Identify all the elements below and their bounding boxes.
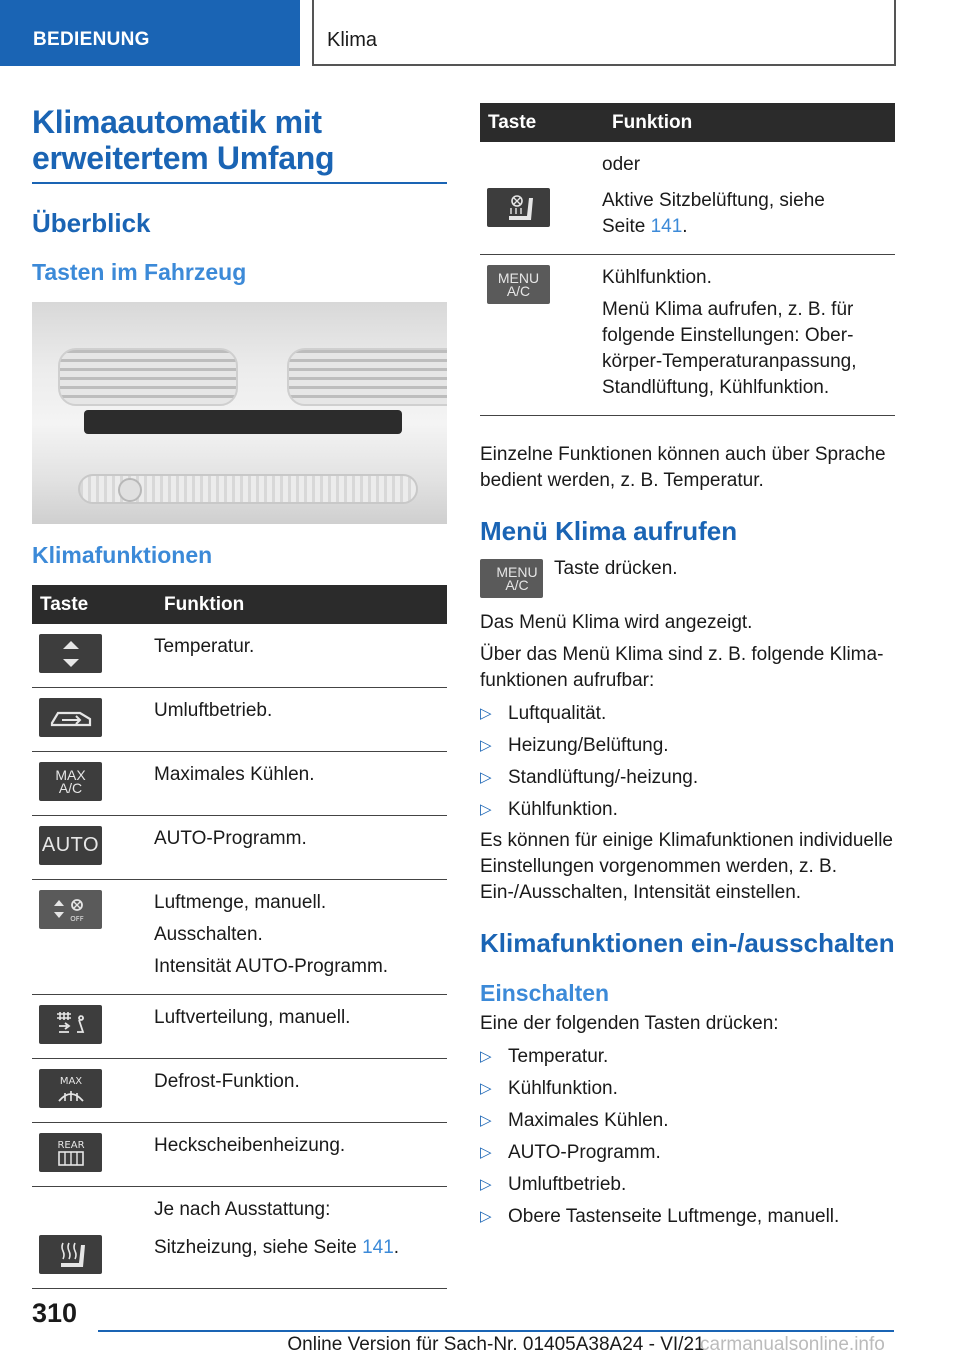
function-text: AUTO-Programm. [154,828,307,849]
page-title: Klimaautomatik mit erweitertem Umfang [32,104,447,184]
function-text: Defrost-Funktion. [154,1071,300,1092]
seat-ventilation-icon [487,188,550,227]
menu-ac-icon: MENU A/C [487,265,550,304]
climate-keys-table [32,585,447,1289]
paragraph-voice-control: Einzelne Funktionen können auch über Sprache bedient werden, z. B. Temperatur. [480,444,886,491]
table-row [32,688,447,752]
max-ac-icon: MAX A/C [39,762,102,801]
column-header-key: Taste [32,585,154,624]
function-text: Ausschalten. [154,924,263,945]
list-item: ▷ Heizung/Belüftung. [480,730,896,762]
defrost-icon [39,1069,102,1108]
right-column [480,103,896,1233]
list-item: ▷ Kühlfunktion. [480,1073,896,1105]
column-header-function: Funktion [154,585,447,624]
climate-panel-photo [32,302,447,524]
page-reference-link[interactable]: 141 [650,216,683,237]
svg-text:OFF: OFF [69,914,84,923]
function-text: Sitzheizung, siehe Seite 141. [154,1237,400,1258]
volume-knob [118,478,142,502]
footer-divider [98,1330,894,1332]
column-header-key: Taste [480,103,602,142]
paragraph-menu-functions: Über das Menü Klima sind z. B. folgende Klimafunktionen aufrufbar: [480,644,884,691]
menu-functions-list [480,698,896,826]
table-row [32,880,447,995]
heading-climate-on-off: Klimafunktionen ein-/ausschalten [480,928,895,958]
function-text: Umluftbetrieb. [154,700,273,721]
list-item: ▷ Luftqualität. [480,698,896,730]
function-text: Heckscheibenheizung. [154,1135,346,1156]
list-item: ▷ Kühlfunktion. [480,794,896,826]
svg-text:MAX: MAX [59,1075,82,1087]
heading-buttons-in-vehicle: Tasten im Fahrzeug [32,259,247,285]
svg-text:REAR: REAR [56,1139,85,1151]
left-column [32,100,448,1289]
paragraph-switch-on: Eine der folgenden Tasten drücken: [480,1013,779,1034]
menu-ac-icon: MENU A/C [480,559,543,598]
function-text: Je nach Ausstattung: [154,1199,331,1220]
list-item: ▷ Temperatur. [480,1041,896,1073]
function-text: Luftmenge, manuell. [154,892,327,913]
air-vent-right [287,348,447,406]
switch-on-list [480,1041,896,1233]
table-row [480,182,895,255]
temperature-arrows-icon [39,634,102,673]
function-text: Kühlfunktion. [602,267,712,288]
list-item: ▷ Maximales Kühlen. [480,1105,896,1137]
recirculation-icon [39,698,102,737]
page-number: 310 [32,1298,78,1328]
heading-open-climate-menu: Menü Klima aufrufen [480,516,738,546]
heading-switch-on: Einschalten [480,980,610,1006]
menu-step [480,559,896,598]
table-row [32,995,447,1059]
seat-heating-icon [39,1235,102,1274]
page-header [0,0,960,66]
climate-keys-table-continued [480,103,895,416]
function-text: Aktive Sitzbelüftung, siehe Seite 141. [602,190,825,237]
table-row [32,816,447,880]
table-row [480,255,895,416]
table-row [32,1123,447,1187]
chapter-title: Klima [312,0,896,66]
function-text: Luftverteilung, manuell. [154,1007,351,1028]
list-item: ▷ Umluftbetrieb. [480,1169,896,1201]
list-item: ▷ Standlüftung/-heizung. [480,762,896,794]
function-text: Maximales Kühlen. [154,764,315,785]
table-row [32,752,447,816]
table-row [32,624,447,688]
rear-defrost-icon [39,1133,102,1172]
function-text: Temperatur. [154,636,255,657]
list-item: ▷ Obere Tastenseite Luftmenge, manuell. [480,1201,896,1233]
heading-climate-functions: Klimafunktionen [32,542,213,568]
auto-icon: AUTO [39,826,102,865]
list-item: ▷ AUTO-Programm. [480,1137,896,1169]
paragraph-individual-settings: Es können für einige Klimafunktionen individuelle Einstellungen vorgenommen werden, z. B. Ein-/Ausschalten, Intensität einstellen. [480,830,893,903]
table-row [32,1059,447,1123]
paragraph-menu-shown: Das Menü Klima wird angezeigt. [480,612,753,633]
section-tab: BEDIENUNG [0,0,300,66]
heading-overview: Überblick [32,208,151,238]
watermark-logo: carmanualsonline.info [700,1334,885,1355]
step-text: Taste drücken. [554,558,678,579]
function-text: oder [602,154,641,175]
function-text: Intensität AUTO-Programm. [154,956,389,977]
table-row [32,1187,447,1289]
function-text: Menü Klima aufrufen, z. B. für folgende Einstellungen: Oberkörper-Temperaturanpassung, Standlüftung, Kühlfunktion. [602,299,857,398]
footer-version-text: Online Version für Sach-Nr. 01405A38A24 - VI/21 [287,1334,705,1355]
page-reference-link[interactable]: 141 [362,1237,394,1258]
table-row [480,142,895,182]
fan-off-icon [39,890,102,929]
climate-control-bar [84,410,402,434]
column-header-function: Funktion [602,103,895,142]
air-distribution-icon [39,1005,102,1044]
air-vent-left [58,348,238,406]
